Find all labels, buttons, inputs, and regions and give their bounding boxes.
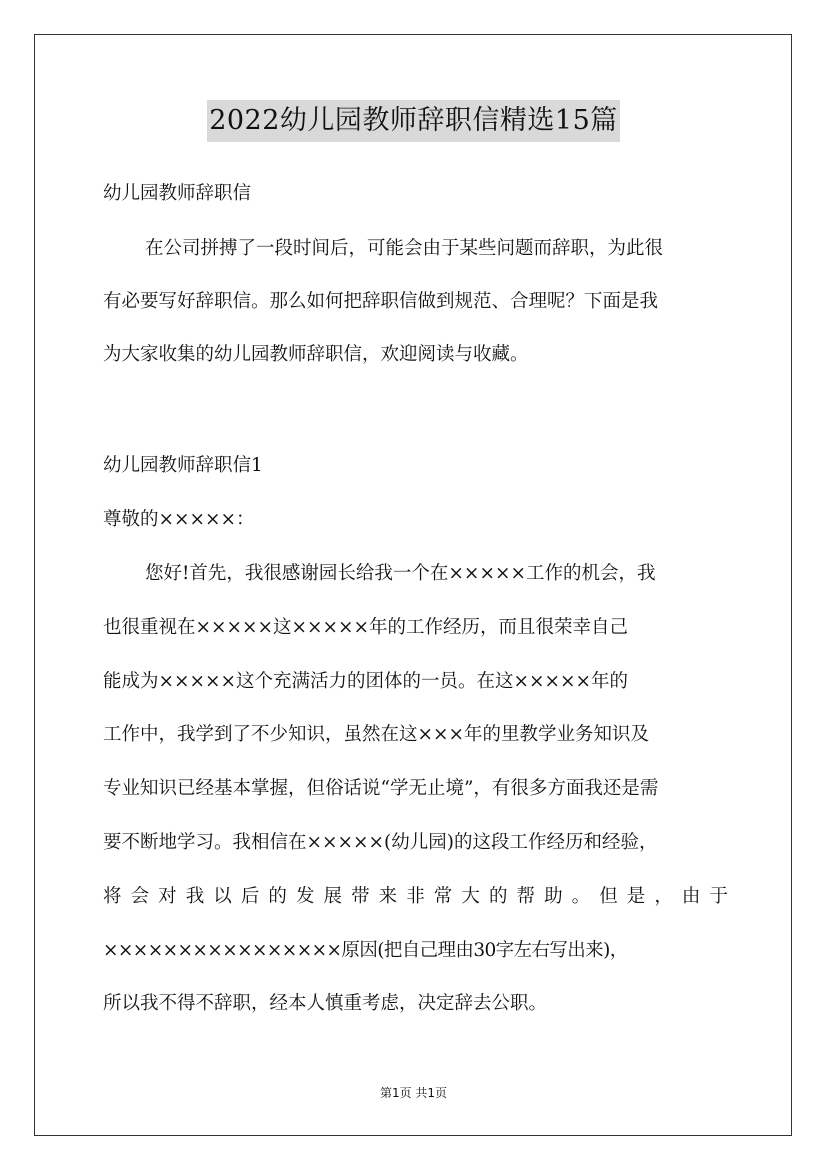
body-line: 也很重视在×××××这×××××年的工作经历，而且很荣幸自己 [103, 617, 629, 638]
section-heading: 幼儿园教师辞职信1 [103, 455, 263, 476]
intro-line: 有必要写好辞职信。那么如何把辞职信做到规范、合理呢？下面是我 [103, 291, 659, 312]
body-line: 要不断地学习。我相信在×××××(幼儿园)的这段工作经历和经验， [103, 832, 658, 853]
body-line: ××××××××××××××××原因(把自己理由30字左右写出来)， [103, 940, 628, 961]
intro-line: 在公司拼搏了一段时间后，可能会由于某些问题而辞职，为此很 [145, 238, 664, 259]
document-title: 2022幼儿园教师辞职信精选15篇 [207, 100, 620, 142]
body-line: 专业知识已经基本掌握，但俗话说“学无止境”，有很多方面我还是需 [103, 778, 659, 799]
body-line: 将会对我以后的发展带来非常大的帮助。但是，由于 [103, 886, 728, 907]
body-line: 您好!首先，我很感谢园长给我一个在×××××工作的机会，我 [145, 563, 656, 584]
body-line: 工作中，我学到了不少知识，虽然在这×××年的里教学业务知识及 [103, 724, 650, 745]
page-footer: 第1页 共1页 [379, 1086, 448, 1100]
body-line: 能成为×××××这个充满活力的团体的一员。在这×××××年的 [103, 671, 629, 692]
body-line: 所以我不得不辞职，经本人慎重考虑，决定辞去公职。 [103, 993, 548, 1014]
heading: 幼儿园教师辞职信 [103, 183, 252, 204]
intro-line: 为大家收集的幼儿园教师辞职信，欢迎阅读与收藏。 [103, 344, 529, 365]
salutation: 尊敬的×××××： [103, 509, 255, 530]
title-container [0, 100, 827, 142]
